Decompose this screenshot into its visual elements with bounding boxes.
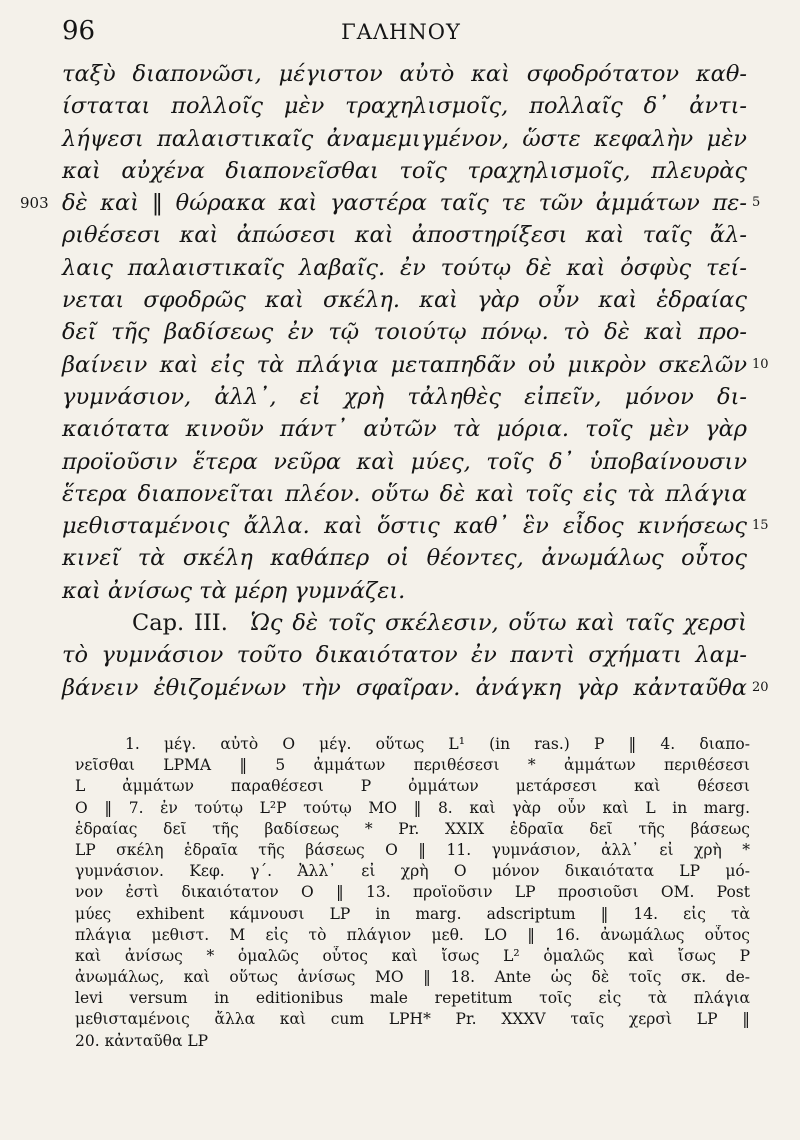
text-line-content: βαίνειν καὶ εἰς τὰ πλάγια μεταπηδᾶν οὐ μικρὸν σκελῶν (62, 351, 747, 378)
text-line-content: δὲ καὶ ‖ θώρακα καὶ γαστέρα ταῖς τε τῶν ἀμμάτων πε- (62, 190, 747, 217)
text-line (62, 575, 747, 607)
apparatus-line-content: 20. κἀνταῦθα LP (75, 1031, 209, 1050)
page-header (62, 12, 740, 52)
chapter-line (62, 607, 747, 639)
line-number: 15 (752, 518, 769, 534)
text-line-content: κινεῖ τὰ σκέλη καθάπερ οἱ θέοντες, ἀνωμάλως οὗτος (62, 545, 747, 572)
apparatus-line (75, 925, 750, 946)
apparatus-line (75, 755, 750, 776)
critical-apparatus (75, 734, 750, 1052)
line-number: 20 (752, 679, 769, 695)
text-line-content: βάνειν ἐθιζομένων τὴν σφαῖραν. ἀνάγκη γὰρ κἀνταῦθα (62, 674, 747, 701)
text-line-content: καιότατα κινοῦν πάντ᾽ αὐτῶν τὰ μόρια. τοῖς μὲν γὰρ (62, 416, 747, 443)
page-number: 96 (62, 16, 96, 46)
line-number: 5 (752, 195, 761, 211)
apparatus-line (75, 988, 750, 1009)
text-line (62, 413, 747, 445)
text-line (62, 542, 747, 574)
apparatus-line-content: νεῖσθαι LPMA ‖ 5 ἀμμάτων περιθέσεσι * ἀμμάτων περιθέσεσι (75, 756, 750, 775)
apparatus-line (75, 798, 750, 819)
main-text (20, 58, 769, 704)
text-line-content: γυμνάσιον, ἀλλ᾽, εἰ χρὴ τἀληθὲς εἰπεῖν, μόνον δι- (62, 383, 747, 410)
chapter-label: Cap. III. (132, 610, 228, 637)
text-line (62, 155, 747, 187)
text-line (62, 639, 747, 671)
text-line-content: τὸ γυμνάσιον τοῦτο δικαιότατον ἐν παντὶ σχήματι λαμ- (62, 642, 747, 669)
apparatus-line (75, 946, 750, 967)
text-line (62, 478, 747, 510)
text-line-content: καὶ ἀνίσως τὰ μέρη γυμνάζει. (62, 577, 406, 604)
text-line (62, 219, 747, 251)
text-line (62, 252, 747, 284)
apparatus-line-content: levi versum in editionibus male repetitum τοῖς εἰς τὰ πλάγια (75, 989, 750, 1008)
text-line-content: δεῖ τῆς βαδίσεως ἐν τῷ τοιούτῳ πόνῳ. τὸ δὲ καὶ προ- (62, 319, 747, 346)
apparatus-line-content: μεθισταμένοις ἄλλα καὶ cum LPH* Pr. XXXV ταῖς χερσὶ LP ‖ (75, 1010, 750, 1029)
apparatus-line (75, 967, 750, 988)
apparatus-line-content: νον ἐστὶ δικαιότατον O ‖ 13. προϊοῦσιν LP προσιοῦσι OM. Post (75, 883, 750, 902)
apparatus-line-content: πλάγια μεθιστ. M εἰς τὸ πλάγιον μεθ. LO ‖ 16. ἀνωμάλως οὗτος (75, 925, 750, 944)
text-line-content: ταξὺ διαπονῶσι, μέγιστον αὐτὸ καὶ σφοδρότατον καθ- (62, 61, 747, 87)
text-line-content: ίσταται πολλοῖς μὲν τραχηλισμοῖς, πολλαῖς δ᾽ ἀντι- (62, 93, 747, 120)
text-line-content: λήψεσι παλαιστικαῖς ἀναμεμιγμένον, ὥστε κεφαλὴν μὲν (62, 125, 747, 152)
text-line (62, 607, 747, 639)
apparatus-line (75, 861, 750, 882)
text-line (62, 510, 769, 542)
text-line (62, 90, 747, 122)
text-line (62, 58, 747, 90)
text-line (62, 381, 747, 413)
apparatus-line (75, 776, 750, 797)
apparatus-line-content: O ‖ 7. ἐν τούτῳ L²P τούτῳ MO ‖ 8. καὶ γὰρ οὖν καὶ L in marg. (75, 798, 750, 817)
text-line-content: μεθισταμένοις ἄλλα. καὶ ὅστις καθ᾽ ἓν εἶδος κινήσεως (62, 513, 747, 540)
apparatus-line-content: ἀνωμάλως, καὶ οὕτως ἀνίσως MO ‖ 18. Ante ὡς δὲ τοῖς σκ. de- (75, 968, 750, 987)
text-line-content: ριθέσεσι καὶ ἀπώσεσι καὶ ἀποστηρίξεσι καὶ ταῖς ἄλ- (62, 222, 747, 249)
apparatus-line (75, 734, 750, 755)
text-line-content: Ὡς δὲ τοῖς σκέλεσιν, οὕτω καὶ ταῖς χερσὶ (250, 610, 747, 637)
running-head: ΓΑΛΗΝΟΥ (341, 20, 461, 44)
text-line (62, 672, 769, 704)
text-line (62, 349, 769, 381)
apparatus-line-content: L ἀμμάτων παραθέσεσι P ὀμμάτων μετάρσεσι καὶ θέσεσι (75, 777, 750, 796)
text-line (62, 123, 747, 155)
text-line (62, 446, 747, 478)
text-line (62, 284, 747, 316)
text-line-content: νεται σφοδρῶς καὶ σκέλη. καὶ γὰρ οὖν καὶ ἑδραίας (62, 287, 747, 314)
apparatus-line-content: ἑδραίας δεῖ τῆς βαδίσεως * Pr. XXIX ἑδραῖα δεῖ τῆς βάσεως (75, 819, 750, 838)
apparatus-line-content: γυμνάσιον. Κεφ. γ΄. Ἀλλ᾽ εἰ χρὴ O μόνον δικαιότατα LP μό- (75, 862, 750, 881)
text-line-content: ἕτερα διαπονεῖται πλέον. οὕτω δὲ καὶ τοῖς εἰς τὰ πλάγια (62, 480, 747, 507)
apparatus-line (75, 1009, 750, 1030)
apparatus-line-content: καὶ ἀνίσως * ὁμαλῶς οὗτος καὶ ἴσως L² ὁμαλῶς καὶ ἴσως P (75, 946, 750, 965)
apparatus-line-content: 1. μέγ. αὐτὸ O μέγ. οὕτως L¹ (in ras.) P ‖ 4. διαπο- (125, 735, 750, 753)
apparatus-line-content: μύες exhibent κάμνουσι LP in marg. adscriptum ‖ 14. εἰς τὰ (75, 904, 750, 923)
marginal-reference: 903 (20, 194, 49, 213)
text-line-content: προϊοῦσιν ἕτερα νεῦρα καὶ μύες, τοῖς δ᾽ ὑποβαίνουσιν (62, 448, 747, 475)
apparatus-line (75, 904, 750, 925)
text-line-content: καὶ αὐχένα διαπονεῖσθαι τοῖς τραχηλισμοῖς, πλευρὰς (62, 157, 747, 184)
apparatus-line (75, 882, 750, 903)
apparatus-line (75, 819, 750, 840)
apparatus-line-content: LP σκέλη ἑδραῖα τῆς βάσεως O ‖ 11. γυμνάσιον, ἀλλ᾽ εἰ χρὴ * (75, 840, 750, 859)
text-line (62, 316, 747, 348)
apparatus-line (75, 840, 750, 861)
line-number: 10 (752, 356, 769, 372)
text-line (20, 187, 761, 219)
text-line-content: λαις παλαιστικαῖς λαβαῖς. ἐν τούτῳ δὲ καὶ ὀσφὺς τεί- (62, 254, 747, 281)
apparatus-line (75, 1031, 750, 1052)
